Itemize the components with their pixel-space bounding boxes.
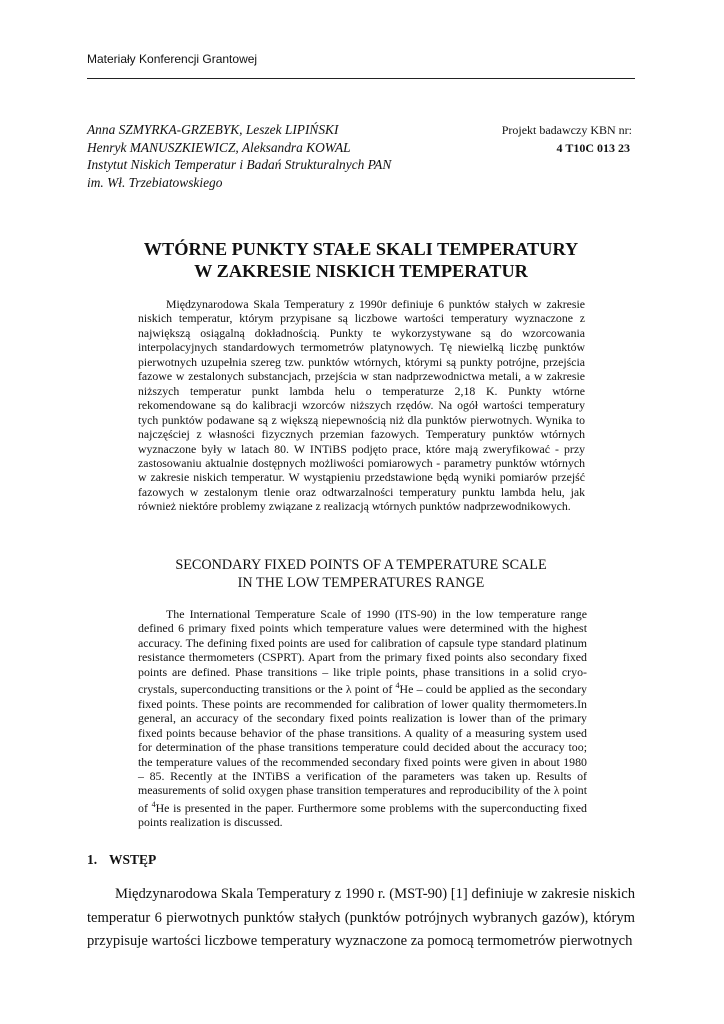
- body-text: [87, 883, 635, 954]
- abstract-text: He is presented in the paper. Furthermore some problems with the superconducting fixed points realization is discussed.: [138, 800, 588, 830]
- header-rule: [87, 78, 635, 79]
- title-line: W ZAKRESIE NISKICH TEMPERATUR: [194, 261, 528, 281]
- title-line: WTÓRNE PUNKTY STAŁE SKALI TEMPERATURY: [143, 239, 579, 259]
- abstract-paragraph: [138, 607, 587, 830]
- paper-title-english: [87, 557, 635, 593]
- paper-title-polish: [87, 238, 635, 282]
- author-line: Henryk MANUSZKIEWICZ, Aleksandra KOWAL: [87, 139, 351, 155]
- project-label: Projekt badawczy KBN nr:: [501, 123, 632, 137]
- superscript: 4: [151, 799, 156, 809]
- project-info: [432, 122, 632, 157]
- title-line: SECONDARY FIXED POINTS OF A TEMPERATURE SCALE: [175, 557, 547, 573]
- running-header: Materiały Konferencji Grantowej: [87, 52, 258, 66]
- section-heading: [87, 852, 156, 868]
- abstract-paragraph: Międzynarodowa Skala Temperatury z 1990r definiuje 6 punktów stałych w zakresie niskich temperatur, którym przypisane są liczbowe wartości temperatury wyznaczone z największą osiągalną dokładnością. Punkty te wykorzystywane są do wzorcowania interpolacyjnych standardowych termometrów platynowych. Tę niewielką liczbę punktów pierwotnych uzupełnia szereg tzw. punktów wtórnych, którymi są punkty potrójne, przejścia fazowe w zestalonych substancjach, przejścia w stan nadprzewodnictwa metali, a w zakresie niższych temperatur punkt lambda helu o temperaturze 2,18 K. Punkty wtórne rekomendowane są do kalibracji wzorców niższych rzędów. Na ogół wartości temperatury tych punktów podawane są z większą niepewnością niż dla punktów pierwotnych. Wynika to najczęściej z własności fizycznych przemian fazowych. Temperatury punktów wtórnych wyznaczone były w latach 80. W INTiBS podjęto prace, które mają zweryfikować - przy zastosowaniu aktualnie dostępnych możliwości pomiarowych - parametry punktów wtórnych w zakresie niskich temperatur. W wystąpieniu przedstawione będą wyniki pomiarów przejść fazowych w zestalonym tlenie oraz odtwarzalności temperatury punktu lambda helu, jak również niektóre problemy związane z realizacją wtórnych punktów nadprzewodnikowych.: [138, 297, 585, 514]
- section-number: 1.: [87, 852, 98, 867]
- project-code: 4 T10C 013 23: [556, 140, 630, 155]
- abstract-text: He – could be applied as the secondary fixed points. These points are recommended for calibration of lower quality thermometers.In general, an accuracy of the secondary fixed points realization is lower than of the primary fixed points because behavior of the phase transitions. A quality of a measuring system used for determination of the phase transitions temperature could decided about the accuracy too; the temperature values of the recommended secondary fixed points were given in about 1980 – 85. Recently at the INTiBS a verification of the parameters was taken up. Results of measurements of solid oxygen phase transition temperatures and reproducibility of the λ point of: [138, 682, 587, 815]
- title-line: IN THE LOW TEMPERATURES RANGE: [237, 574, 485, 591]
- body-paragraph: Międzynarodowa Skala Temperatury z 1990 r. (MST-90) [1] definiuje w zakresie niskich temperatur 6 pierwotnych punktów stałych (punktów potrójnych wybranych gazów), którym przypisuje wartości liczbowe temperatury wyznaczone za pomocą termometrów pierwotnych: [87, 886, 635, 949]
- abstract-text: The International Temperature Scale of 1990 (ITS-90) in the low temperature range defined 6 primary fixed points which temperature values were determined with the highest accuracy. The defining fixed points are used for calibration of capsule type standard platinum resistance thermometers (CSPRT). Apart from the primary fixed points also secondary fixed points are defined. Phase transitions – like triple points, phase transitions in a solid cryo-crystals, superconducting transitions or the λ point of: [138, 607, 587, 697]
- author-line: Anna SZMYRKA-GRZEBYK, Leszek LIPIŃSKI: [87, 122, 339, 137]
- superscript: 4: [395, 681, 400, 691]
- abstract-english: [138, 607, 587, 830]
- affiliation-line: im. Wł. Trzebiatowskiego: [87, 174, 223, 190]
- section-title: WSTĘP: [109, 852, 157, 867]
- affiliation-line: Instytut Niskich Temperatur i Badań Strukturalnych PAN: [87, 157, 392, 172]
- abstract-polish: [138, 297, 585, 514]
